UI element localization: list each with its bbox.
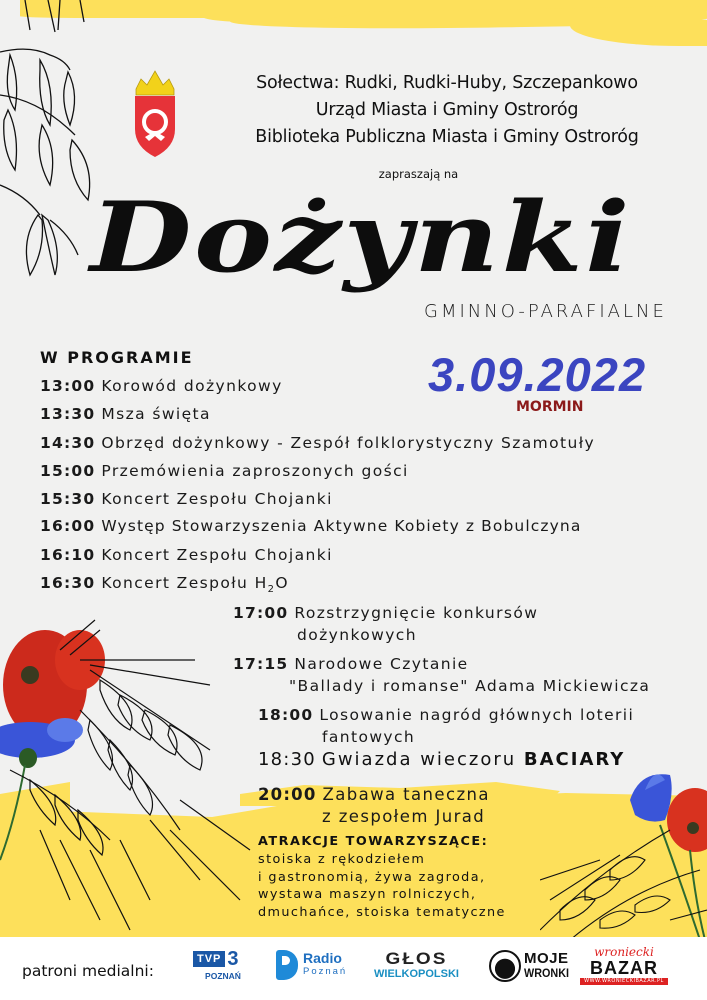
program-text-subscript: 2: [267, 584, 276, 596]
program-item: [40, 405, 211, 423]
crow-icon: [489, 950, 521, 982]
tvp-subtitle: POZNAŃ: [205, 971, 241, 981]
yellow-paint-stroke-mid: [0, 770, 70, 830]
program-heading: W PROGRAMIE: [40, 348, 194, 367]
program-time: 15:30: [40, 490, 96, 508]
program-item: [258, 704, 634, 748]
program-text: Narodowe Czytanie: [294, 655, 469, 673]
bazar-url: WWW.WRONIECKIBAZAR.PL: [580, 978, 668, 985]
program-time: 13:30: [40, 405, 96, 423]
attractions-line: wystawa maszyn rolniczych,: [258, 887, 477, 903]
program-time: 17:00: [233, 604, 289, 622]
program-text: Występ Stowarzyszenia Aktywne Kobiety z Bobulczyna: [101, 517, 582, 535]
glos-wielkopolski-logo: [374, 952, 459, 982]
event-date: 3.09.2022: [428, 348, 647, 401]
program-time: 18:30: [258, 749, 316, 770]
tvp-number: 3: [227, 948, 239, 970]
program-item: [258, 784, 490, 828]
program-item: [40, 517, 581, 535]
program-text: Korowód dożynkowy: [101, 377, 283, 395]
organizer-line: Urząd Miasta i Gminy Ostroróg: [315, 100, 579, 120]
organizer-line: Biblioteka Publiczna Miasta i Gminy Ostroróg: [255, 127, 639, 147]
moje-wronki-logo: [489, 950, 574, 982]
wroniecki-bazar-logo: [580, 946, 668, 985]
program-text: Losowanie nagród głównych loterii: [319, 706, 635, 724]
program-item: [40, 574, 289, 595]
program-text: O: [275, 574, 290, 592]
program-time: 16:10: [40, 546, 96, 564]
headliner-name: BACIARY: [523, 749, 626, 770]
tvp-tag: TVP: [193, 951, 225, 967]
program-text-continued: z zespołem Jurad: [322, 807, 486, 826]
attractions-line: i gastronomią, żywa zagroda,: [258, 869, 486, 885]
attractions-line: stoiska z rękodziełem: [258, 851, 426, 867]
radio-poznan-logo: [276, 950, 347, 980]
program-time: 16:00: [40, 517, 96, 535]
program-item: [233, 602, 538, 646]
radio-line1: Radio: [303, 950, 342, 966]
organizers-block: [212, 70, 682, 151]
event-subtitle: GMINNO-PARAFIALNE: [424, 301, 667, 322]
program-text: Gwiazda wieczoru: [321, 749, 517, 770]
organizer-line: Sołectwa: Rudki, Rudki-Huby, Szczepankowo: [256, 73, 638, 93]
moje-line1: MOJE: [524, 950, 569, 967]
tvp3-poznan-logo: [193, 950, 253, 981]
event-title: Dożynki: [90, 181, 633, 294]
program-text: Zabawa taneczna: [322, 785, 490, 804]
attractions-line: dmuchańce, stoiska tematyczne: [258, 905, 506, 921]
program-time: 14:30: [40, 434, 96, 452]
bazar-line1: wroniecki: [594, 945, 654, 959]
program-text-continued: dożynkowych: [297, 626, 417, 644]
program-text: Rozstrzygnięcie konkursów: [294, 604, 539, 622]
program-item: [40, 462, 409, 480]
program-item: [233, 653, 650, 697]
attractions-block: [258, 833, 506, 922]
moje-line2: WRONKI: [524, 966, 569, 980]
program-item: [40, 546, 333, 564]
attractions-heading: ATRAKCJE TOWARZYSZĄCE:: [258, 834, 489, 849]
program-time: 20:00: [258, 785, 317, 804]
radio-r-icon: [276, 950, 298, 980]
program-text: Koncert Zespołu H: [101, 574, 268, 592]
program-item: [40, 434, 595, 452]
glos-line1: GŁOS: [385, 950, 448, 969]
program-text: Koncert Zespołu Chojanki: [101, 546, 333, 564]
program-time: 17:15: [233, 655, 289, 673]
bazar-line2: BAZAR: [590, 958, 658, 978]
glos-line2: WIELKOPOLSKI: [374, 968, 459, 980]
program-time: 15:00: [40, 462, 96, 480]
invite-text: zapraszają na: [378, 167, 459, 181]
program-item: [40, 490, 333, 508]
program-text: Przemówienia zaproszonych gości: [101, 462, 409, 480]
event-place: MORMIN: [516, 399, 584, 415]
patrons-label: patroni medialni:: [22, 962, 154, 980]
program-time: 18:00: [258, 706, 314, 724]
program-text: Msza święta: [101, 405, 211, 423]
program-item-headliner: [258, 749, 625, 770]
radio-line2: Poznań: [303, 966, 348, 977]
program-text: Koncert Zespołu Chojanki: [101, 490, 333, 508]
program-text: Obrzęd dożynkowy - Zespół folklorystyczny Szamotuły: [101, 434, 596, 452]
program-time: 16:30: [40, 574, 96, 592]
program-text-continued: fantowych: [322, 728, 416, 746]
program-time: 13:00: [40, 377, 96, 395]
coat-of-arms-icon: [133, 67, 177, 159]
program-text-continued: "Ballady i romanse" Adama Mickiewicza: [289, 677, 651, 695]
yellow-paint-stroke-top: [570, 20, 707, 46]
program-item: [40, 377, 283, 395]
